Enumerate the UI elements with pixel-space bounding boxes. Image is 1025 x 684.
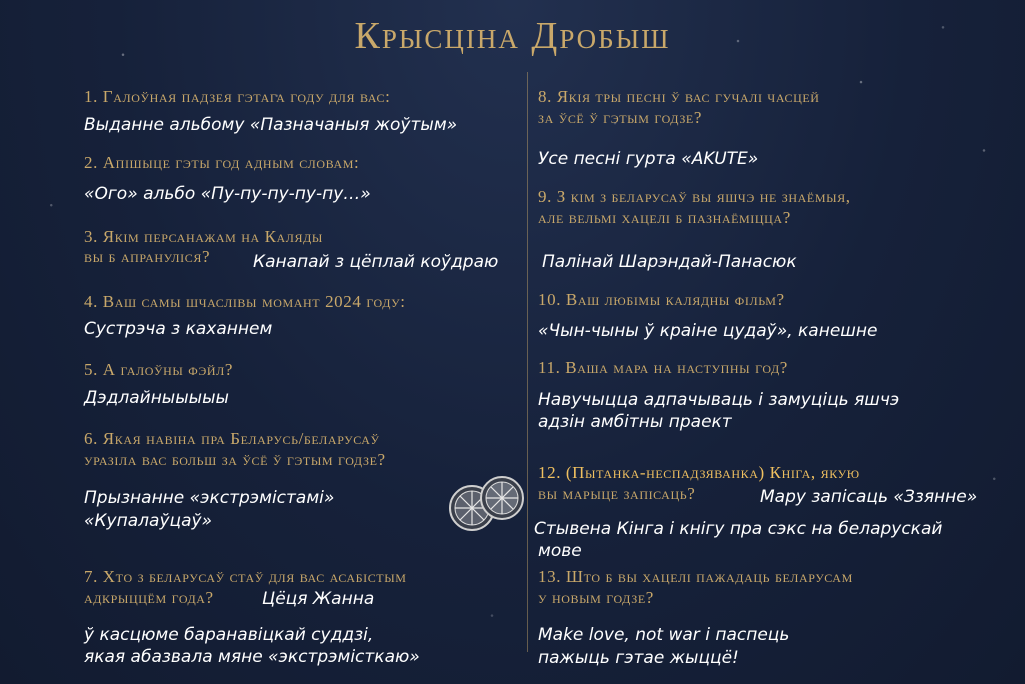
column-divider <box>527 72 528 652</box>
question-7: 7. Хто з беларусаў стаў для вас асабістым <box>84 567 407 586</box>
question-5: 5. А галоўны фэйл? <box>84 360 234 379</box>
question-3: 3. Якім персанажам на Каляды <box>84 227 323 246</box>
answer-7-line2: ў касцюме баранавіцкай суддзі, <box>84 625 374 645</box>
question-8: 8. Якія тры песні ў вас гучалі часцей <box>538 87 820 106</box>
question-4: 4. Ваш самы шчаслівы момант 2024 году: <box>84 292 406 311</box>
question-8-line2: за ўсё ў гэтым годзе? <box>538 108 703 127</box>
question-12-line2: вы марыце запісаць? <box>538 484 696 503</box>
question-6-line2: уразіла вас больш за ўсё ў гэтым годзе? <box>84 450 386 469</box>
answer-12-line2: Стывена Кінга і кнігу пра сэкс на беларускай <box>534 519 943 539</box>
lemon-slices-icon <box>448 474 528 536</box>
question-12: 12. (Пытанка-неспадзяванка) Кніга, якую <box>538 463 860 482</box>
question-1: 1. Галоўная падзея гэтага году для вас: <box>84 87 391 106</box>
question-13: 13. Што б вы хацелі пажадаць беларусам <box>538 567 853 586</box>
question-6: 6. Якая навіна пра Беларусь/беларусаў <box>84 429 380 448</box>
answer-5: Дэдлайныыыыы <box>84 388 229 408</box>
answer-13: Make love, not war і паспець <box>538 625 790 645</box>
answer-12-line3: мове <box>538 541 582 561</box>
answer-7-line3: якая абазвала мяне «экстрэмісткаю» <box>84 647 420 667</box>
answer-11-line2: адзін амбітны праект <box>538 412 732 432</box>
question-9: 9. З кім з беларусаў вы яшчэ не знаёмыя, <box>538 187 851 206</box>
answer-1: Выданне альбому «Пазначаныя жоўтым» <box>84 115 458 135</box>
answer-9: Палінай Шарэндай-Панасюк <box>542 252 797 272</box>
question-10: 10. Ваш любімы калядны фільм? <box>538 290 785 309</box>
page-title: Крысціна Дробыш <box>354 15 671 57</box>
question-13-line2: у новым годзе? <box>538 588 654 607</box>
answer-7: Цёця Жанна <box>262 589 375 609</box>
answer-8: Усе песні гурта «AKUTE» <box>538 149 759 169</box>
answer-4: Сустрэча з каханнем <box>84 319 273 339</box>
question-2: 2. Апішыце гэты год адным словам: <box>84 153 360 172</box>
question-11: 11. Ваша мара на наступны год? <box>538 358 788 377</box>
answer-13-line2: пажыць гэтае жыццё! <box>538 648 739 668</box>
answer-6-line2: «Купалаўцаў» <box>84 511 213 531</box>
answer-2: «Ого» альбо «Пу-пу-пу-пу-пу…» <box>84 184 371 204</box>
answer-10: «Чын-чыны ў краіне цудаў», канешне <box>538 321 878 341</box>
answer-12: Мару запісаць «Ззянне» <box>760 487 978 507</box>
answer-11: Навучыцца адпачываць і замуціць яшчэ <box>538 390 900 410</box>
answer-6: Прызнанне «экстрэмістамі» <box>84 488 335 508</box>
question-7-line2: адкрыццём года? <box>84 588 214 607</box>
question-3-line2: вы б апрануліся? <box>84 247 211 266</box>
answer-3: Канапай з цёплай коўдраю <box>253 252 499 272</box>
question-9-line2: але вельмі хацелі б пазнаёміцца? <box>538 208 791 227</box>
